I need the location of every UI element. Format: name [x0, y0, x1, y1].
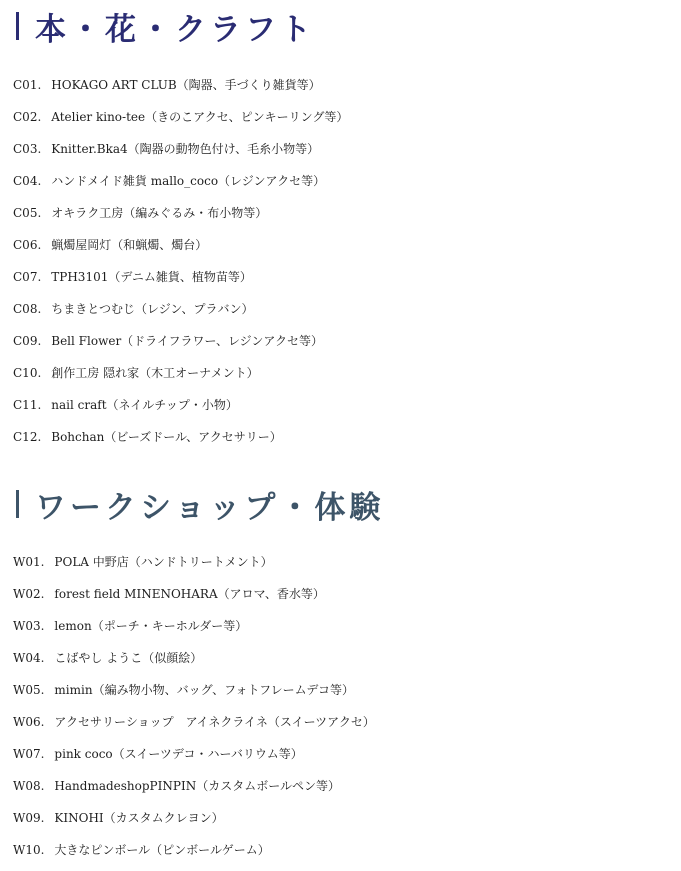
list-item: [13, 738, 681, 770]
workshop-section-heading: [0, 478, 681, 530]
vendor-description: 創作工房 隠れ家（木工オーナメント）: [51, 366, 259, 380]
list-item: [13, 165, 681, 197]
vendor-code: C11.: [13, 398, 42, 412]
vendor-code: C09.: [13, 334, 42, 348]
vendor-code: C02.: [13, 110, 42, 124]
vendor-description: Knitter.Bka4（陶器の動物色付け、毛糸小物等）: [51, 142, 320, 156]
heading-accent-bar: [16, 12, 19, 40]
vendor-code: W03.: [13, 619, 45, 633]
vendor-description: アクセサリーショップ アイネクライネ（スイーツアクセ）: [54, 715, 375, 729]
vendor-description: こばやし ようこ（似顔絵）: [54, 651, 203, 665]
vendor-code: C07.: [13, 270, 42, 284]
vendor-code: W07.: [13, 747, 45, 761]
vendor-description: forest field MINENOHARA（アロマ、香水等）: [54, 587, 325, 601]
vendor-code: W04.: [13, 651, 45, 665]
list-item: [13, 229, 681, 261]
vendor-code: C05.: [13, 206, 42, 220]
list-item: [13, 133, 681, 165]
list-item: [13, 101, 681, 133]
vendor-code: C10.: [13, 366, 42, 380]
craft-vendor-list: [0, 69, 681, 453]
list-item: [13, 293, 681, 325]
list-item: [13, 706, 681, 738]
list-item: [13, 674, 681, 706]
vendor-description: HandmadeshopPINPIN（カスタムボールペン等）: [54, 779, 340, 793]
list-item: [13, 834, 681, 866]
vendor-code: C08.: [13, 302, 42, 316]
vendor-code: C01.: [13, 78, 42, 92]
craft-section-title: 本・花・クラフト: [35, 11, 315, 48]
list-item: [13, 802, 681, 834]
vendor-code: W06.: [13, 715, 45, 729]
vendor-description: KINOHI（カスタムクレヨン）: [54, 811, 224, 825]
vendor-description: オキラク工房（編みぐるみ・布小物等）: [51, 206, 268, 220]
vendor-code: C06.: [13, 238, 42, 252]
workshop-section: [0, 478, 681, 866]
vendor-code: W08.: [13, 779, 45, 793]
vendor-description: Atelier kino-tee（きのこアクセ、ピンキーリング等）: [51, 110, 349, 124]
vendor-code: W09.: [13, 811, 45, 825]
list-item: [13, 389, 681, 421]
list-item: [13, 578, 681, 610]
vendor-description: Bell Flower（ドライフラワー、レジンアクセ等）: [51, 334, 324, 348]
vendor-description: mimin（編み物小物、バッグ、フォトフレームデコ等）: [54, 683, 354, 697]
vendor-description: Bohchan（ビーズドール、アクセサリー）: [51, 430, 282, 444]
vendor-code: W02.: [13, 587, 45, 601]
list-item: [13, 421, 681, 453]
list-item: [13, 325, 681, 357]
vendor-description: POLA 中野店（ハンドトリートメント）: [54, 555, 273, 569]
vendor-description: 大きなピンボール（ピンボールゲーム）: [54, 843, 270, 857]
vendor-code: W01.: [13, 555, 45, 569]
vendor-description: TPH3101（デニム雑貨、植物苗等）: [51, 270, 252, 284]
list-item: [13, 261, 681, 293]
vendor-code: W05.: [13, 683, 45, 697]
vendor-code: C12.: [13, 430, 42, 444]
list-item: [13, 197, 681, 229]
vendor-description: 蝋燭屋岡灯（和蝋燭、燭台）: [51, 238, 208, 252]
vendor-description: pink coco（スイーツデコ・ハーバリウム等）: [54, 747, 303, 761]
vendor-code: C03.: [13, 142, 42, 156]
workshop-vendor-list: [0, 546, 681, 866]
list-item: [13, 357, 681, 389]
vendor-description: lemon（ポーチ・キーホルダー等）: [54, 619, 248, 633]
vendor-description: ハンドメイド雑貨 mallo_coco（レジンアクセ等）: [51, 174, 326, 188]
list-item: [13, 770, 681, 802]
list-item: [13, 69, 681, 101]
workshop-section-title: ワークショップ・体験: [35, 489, 385, 526]
craft-section-heading: [0, 0, 681, 52]
list-item: [13, 546, 681, 578]
list-item: [13, 610, 681, 642]
vendor-description: ちまきとつむじ（レジン、プラバン）: [51, 302, 254, 316]
vendor-code: C04.: [13, 174, 42, 188]
heading-accent-bar: [16, 490, 19, 518]
vendor-description: HOKAGO ART CLUB（陶器、手づくり雑貨等）: [51, 78, 321, 92]
list-item: [13, 642, 681, 674]
vendor-code: W10.: [13, 843, 45, 857]
vendor-description: nail craft（ネイルチップ・小物）: [51, 398, 238, 412]
